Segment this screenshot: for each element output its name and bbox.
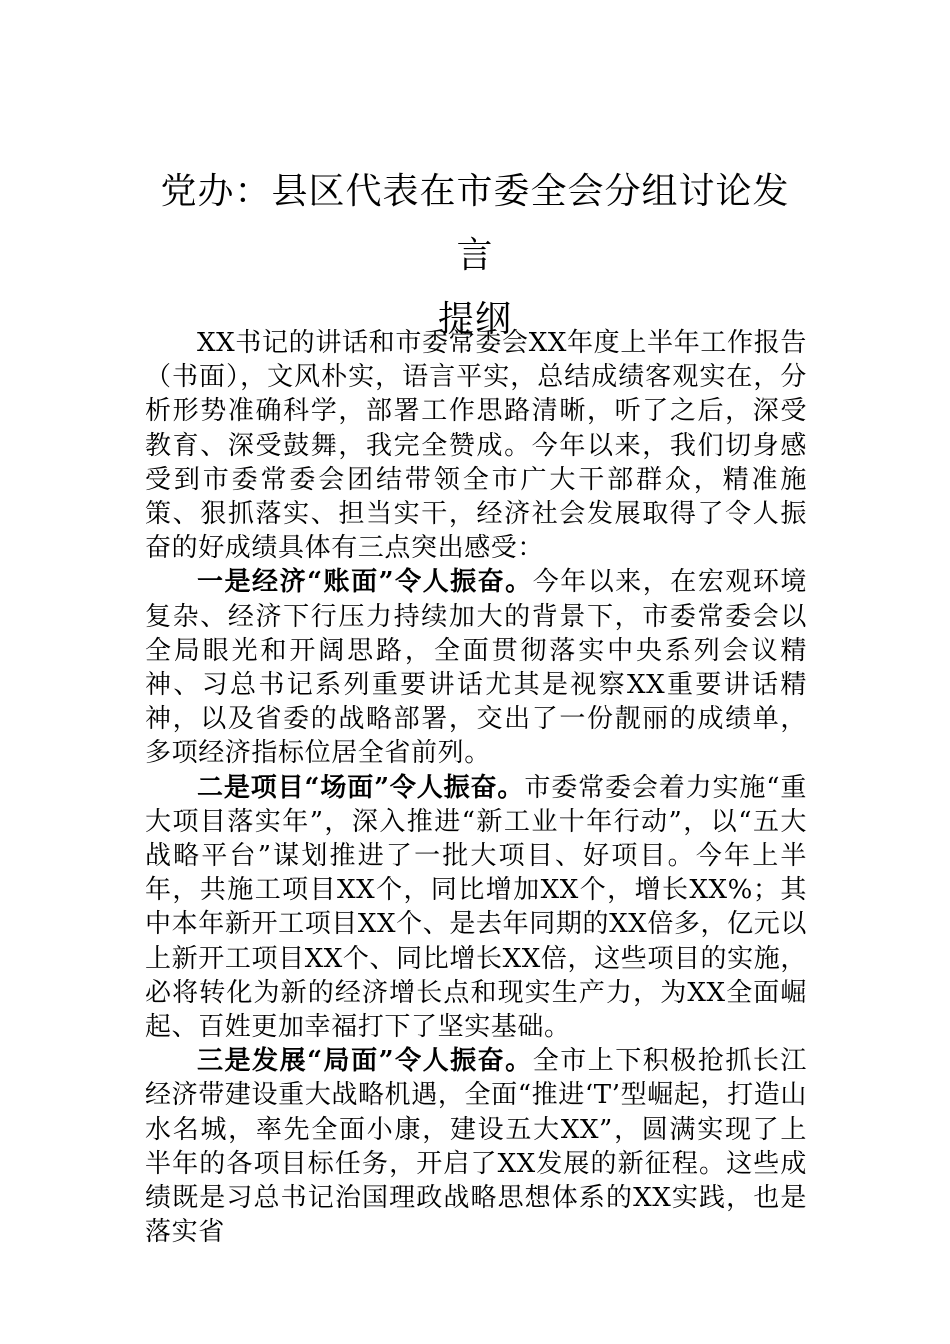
title-line-2: 提纲 <box>437 299 512 340</box>
paragraph-economy <box>145 565 807 770</box>
paragraph-text: XX书记的讲话和市委常委会XX年度上半年工作报告（书面），文风朴实，语言平实，总结成绩客观实在，分析形势准确科学，部署工作思路清晰，听了之后，深受教育、深受鼓舞，我完全赞成。今年以来，我们切身感受到市委常委会团结带领全市广大干部群众，精准施策、狠抓落实、担当实干，经济社会发展取得了令人振奋的好成绩具体有三点突出感受： <box>145 328 807 564</box>
document-title <box>145 160 805 352</box>
paragraph-text: 市委常委会着力实施“重大项目落实年”，深入推进“新工业十年行动”，以“五大战略平台”谋划推进了一批大项目、好项目。今年上半年，共施工项目XX个，同比增加XX个，增长XX%；其中本年新开工项目XX个、是去年同期的XX倍多，亿元以上新开工项目XX个、同比增长XX倍，这些项目的实施，必将转化为新的经济增长点和现实生产力，为XX全面崛起、百姓更加幸福打下了坚实基础。 <box>145 772 807 1043</box>
paragraph-intro <box>145 326 807 565</box>
paragraph-text: 今年以来，在宏观环境复杂、经济下行压力持续加大的背景下，市委常委会以全局眼光和开阔思路，全面贯彻落实中央系列会议精神、习总书记系列重要讲话尤其是视察XX重要讲话精神，以及省委的战略部署，交出了一份靓丽的成绩单，多项经济指标位居全省前列。 <box>145 567 807 769</box>
paragraph-text: 全市上下积极抢抓长江经济带建设重大战略机遇，全面“推进‘T’型崛起，打造山水名城，率先全面小康，建设五大XX”，圆满实现了上半年的各项目标任务，开启了XX发展的新征程。这些成绩既是习总书记治国理政战略思想体系的XX实践，也是落实省 <box>145 1046 807 1248</box>
paragraph-lead: 三是发展“局面”令人振奋。 <box>197 1046 533 1077</box>
title-line-1: 党办：县区代表在市委全会分组讨论发言 <box>160 171 790 276</box>
paragraph-projects <box>145 771 807 1045</box>
document-body <box>145 326 807 1249</box>
paragraph-lead: 二是项目“场面”令人振奋。 <box>197 772 525 803</box>
paragraph-lead: 一是经济“账面”令人振奋。 <box>197 567 533 598</box>
paragraph-development <box>145 1044 807 1249</box>
